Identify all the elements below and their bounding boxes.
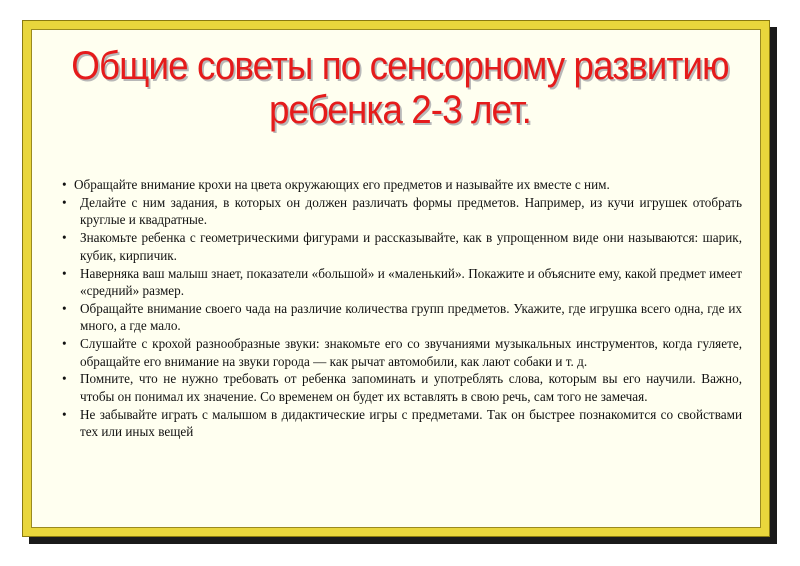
bullet-icon: •: [62, 265, 67, 281]
bullet-icon: •: [62, 336, 67, 352]
bullet-icon: •: [62, 230, 67, 246]
title-line-1: Общие советы по сенсорному развитию: [71, 44, 729, 88]
bullet-icon: •: [62, 177, 67, 192]
list-item: • Обращайте внимание своего чада на различие количества групп предметов. Укажите, где игрушка всего одна, где их много, а где мало.: [62, 300, 742, 334]
advice-list: [56, 176, 742, 441]
list-item: • Помните, что не нужно требовать от ребенка запоминать и употреблять слова, которым вы его научили. Важно, чтобы он понимал их значение. Со временем он будет их вставлять в свою речь, сам того не замечая.: [62, 371, 742, 404]
list-item: • Знакомьте ребенка с геометрическими фигурами и рассказывайте, как в упрощенном виде они называются: шарик, кубик, кирпичик.: [62, 230, 742, 263]
bullet-icon: •: [62, 406, 67, 422]
bullet-icon: •: [62, 371, 67, 387]
list-item: • Обращайте внимание крохи на цвета окружающих его предметов и называйте их вместе с ним.: [62, 177, 610, 192]
list-item: • Слушайте с крохой разнообразные звуки: знакомьте его со звучаниями музыкальных инструментов, когда гуляете, обращайте его внимание на звуки города — как рычат автомобили, как лают собаки и т. д.: [62, 336, 742, 369]
title-line-2: ребенка 2-3 лет.: [269, 88, 531, 132]
bullet-icon: •: [62, 194, 67, 210]
bullet-icon: •: [62, 300, 67, 316]
list-item: • Наверняка ваш малыш знает, показатели «большой» и «маленький». Покажите и объясните ему, какой предмет имеет «средний» размер.: [62, 265, 742, 298]
list-item: • Не забывайте играть с малышом в дидактические игры с предметами. Так он быстрее познакомится со свойствами тех или иных вещей: [62, 406, 742, 440]
list-item: • Делайте с ним задания, в которых он должен различать формы предметов. Например, из кучи игрушек отобрать круглые и квадратные.: [62, 194, 742, 228]
page-title: [32, 44, 768, 132]
